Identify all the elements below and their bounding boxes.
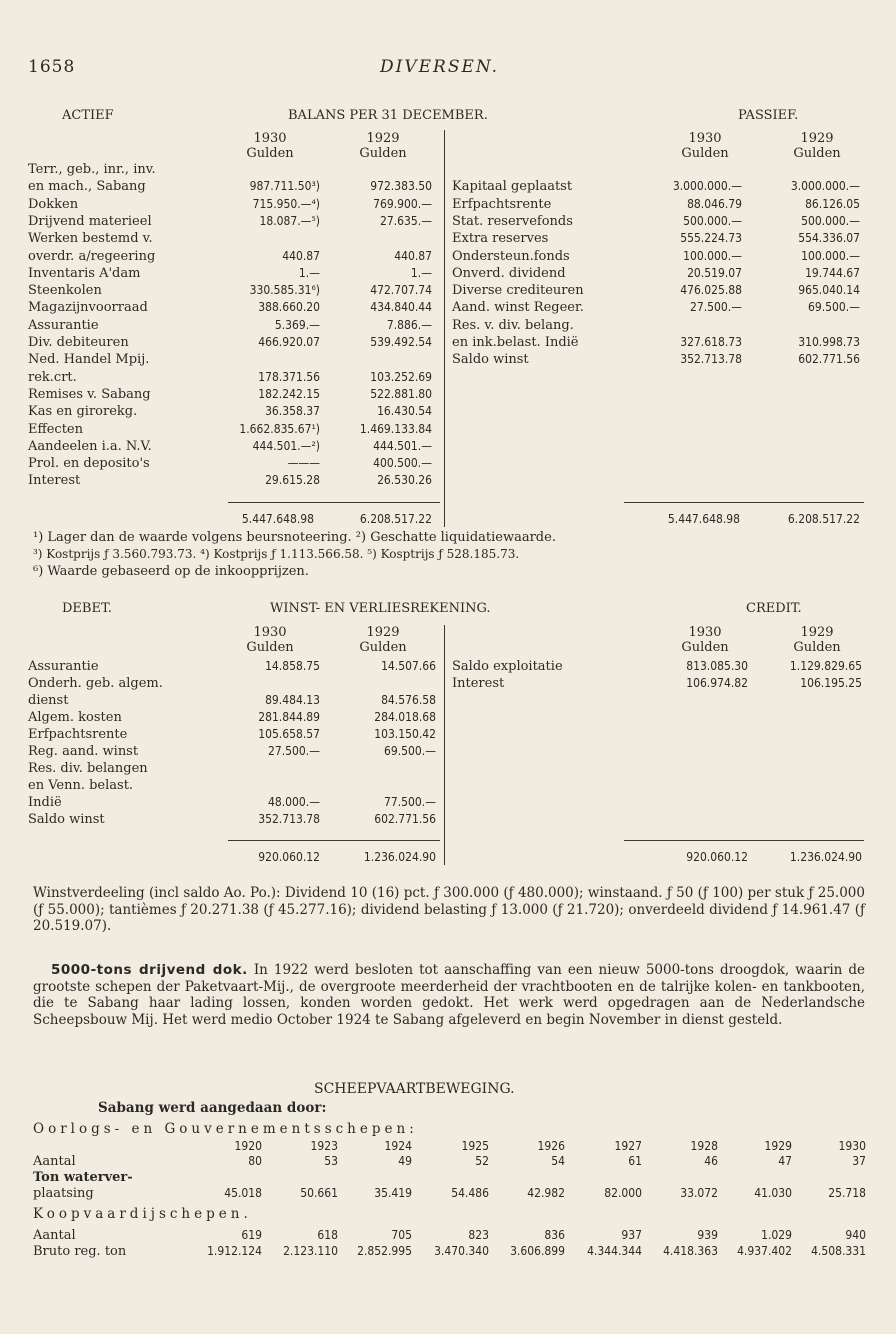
actief-row-value-1929: 27.635.— (380, 213, 432, 228)
debet-row-value-1930: 281.844.89 (258, 710, 320, 724)
actief-row-label: Remises v. Sabang (28, 386, 151, 402)
passief-row-value-1930: 20.519.07 (687, 265, 742, 280)
passief-row-value-1929: 100.000.— (801, 248, 860, 263)
debet-row-label: Indië (28, 795, 62, 810)
shipping-intro: Sabang werd aangedaan door: (98, 1100, 327, 1116)
actief-row-label: Kas en girorekg. (28, 404, 138, 420)
actief-row-value-1930: 29.615.28 (265, 473, 320, 488)
shipping-ton-label-line2: plaatsing (33, 1186, 94, 1201)
passief-row-value-1930: 352.713.78 (680, 352, 742, 367)
actief-row-label: rek.crt. (28, 369, 77, 385)
shipping-bruto-merchant-cell: 3.470.340 (434, 1244, 489, 1258)
actief-row-value-1929: 400.500.— (373, 456, 432, 471)
passief-row-value-1929: 3.000.000.— (790, 179, 860, 194)
shipping-ton-government-cell: 33.072 (680, 1186, 718, 1200)
balance-actief-unit-1930: Gulden (246, 146, 294, 161)
debet-row-label: Reg. aand. winst (28, 744, 139, 759)
page-number: 1658 (28, 57, 76, 77)
passief-row-value-1930: 27.500.— (690, 300, 742, 315)
passief-row-label: Diverse crediteuren (452, 283, 584, 299)
shipping-aantal-government-cell: 46 (704, 1154, 718, 1168)
shipping-group-government: Oorlogs- en Gouvernementsschepen: (33, 1121, 418, 1137)
actief-row-value-1930: 1.662.835.67¹) (239, 421, 320, 436)
debet-row-label: Algem. kosten (28, 710, 122, 725)
passief-row-label: Extra reserves (452, 231, 549, 247)
passief-row-value-1930: 88.046.79 (687, 196, 742, 211)
shipping-aantal-label-merchant: Aantal (33, 1228, 76, 1243)
dok-heading: 5000-tons drijvend dok. (51, 962, 248, 978)
shipping-ton-government-cell: 25.718 (828, 1186, 866, 1200)
shipping-ton-government-cell: 82.000 (604, 1186, 642, 1200)
credit-row-value-1929: 1.129.829.65 (789, 659, 862, 673)
balance-passief-year-1930: 1930 (688, 131, 722, 146)
shipping-aantal-government-cell: 61 (628, 1154, 642, 1168)
passief-row-value-1930: 555.224.73 (680, 231, 742, 246)
passief-row-label: en ink.belast. Indië (452, 335, 579, 350)
pl-credit-total-1930: 920.060.12 (686, 850, 748, 864)
winstverdeeling-paragraph: Winstverdeeling (incl saldo Ao. Po.): Dividend 10 (16) pct. ƒ 300.000 (ƒ 480.000); winstaand. ƒ 50 (ƒ 100) per stuk ƒ 25.000 (ƒ 55.000); tantièmes ƒ 20.271.38 (ƒ 45.277.16); dividend belasting ƒ 13.000 (ƒ 21.720); onverdeeld dividend ƒ 14.961.47 (ƒ 20.519.07). (33, 885, 865, 934)
balance-actief-heading: ACTIEF (62, 108, 114, 123)
balance-passief-total-1930: 5.447.648.98 (667, 512, 740, 526)
actief-row-value-1930: 178.371.56 (258, 369, 320, 384)
debet-row-value-1929: 14.507.66 (381, 659, 436, 673)
balance-passief-unit-1929: Gulden (793, 146, 841, 161)
passief-row-label: Aand. winst Regeer. (452, 300, 584, 316)
debet-row-value-1930: 27.500.— (268, 744, 320, 758)
shipping-aantal-government-cell: 80 (248, 1154, 262, 1168)
passief-row-label: Erfpachtsrente (452, 196, 552, 212)
passief-row-label: Stat. reservefonds (452, 213, 573, 229)
shipping-bruto-merchant-cell: 4.344.344 (587, 1244, 642, 1258)
shipping-ton-government-cell: 45.018 (224, 1186, 262, 1200)
actief-row-value-1930: 388.660.20 (258, 300, 320, 315)
passief-row-value-1929: 19.744.67 (805, 265, 860, 280)
pl-credit-heading: CREDIT. (746, 601, 802, 616)
actief-row-value-1930: 5.369.— (274, 317, 320, 332)
actief-row-label: Aandeelen i.a. N.V. (28, 438, 152, 454)
credit-row-label: Interest (452, 676, 505, 691)
debet-row-value-1929: 84.576.58 (381, 693, 436, 707)
balance-footnote-3-5: ³) Kostprijs ƒ 3.560.793.73. ⁴) Kostprijs ƒ 1.113.566.58. ⁵) Kosptrijs ƒ 528.185.73. (33, 547, 520, 561)
pl-debet-unit-1930: Gulden (246, 640, 294, 655)
shipping-bruto-merchant-cell: 4.508.331 (811, 1244, 866, 1258)
debet-row-value-1929: 69.500.— (384, 744, 436, 758)
running-title: DIVERSEN. (380, 57, 500, 77)
debet-row-label: Erfpachtsrente (28, 727, 128, 742)
shipping-bruto-label: Bruto reg. ton (33, 1244, 127, 1259)
shipping-aantal-merchant-cell: 705 (391, 1228, 412, 1242)
pl-debet-heading: DEBET. (62, 601, 112, 616)
actief-row-value-1930: ——— (287, 456, 320, 471)
credit-row-value-1930: 106.974.82 (686, 676, 748, 690)
debet-row-label: dienst (28, 693, 69, 708)
pl-debet-year-1930: 1930 (253, 625, 287, 640)
actief-row-label: Inventaris A'dam (28, 265, 141, 281)
shipping-bruto-merchant-cell: 2.852.995 (357, 1244, 412, 1258)
balance-actief-unit-1929: Gulden (359, 146, 407, 161)
actief-row-value-1930: 182.242.15 (258, 386, 320, 401)
shipping-bruto-merchant-cell: 2.123.110 (283, 1244, 338, 1258)
passief-row-label: Ondersteun.fonds (452, 248, 570, 264)
debet-row-value-1929: 284.018.68 (374, 710, 436, 724)
credit-row-value-1930: 813.085.30 (686, 659, 748, 673)
passief-row-label: Onverd. dividend (452, 265, 566, 281)
shipping-ton-government-cell: 41.030 (754, 1186, 792, 1200)
shipping-aantal-merchant-cell: 619 (241, 1228, 262, 1242)
debet-row-label: en Venn. belast. (28, 778, 134, 793)
shipping-aantal-government-cell: 49 (398, 1154, 412, 1168)
pl-debet-total-1930: 920.060.12 (258, 850, 320, 864)
shipping-bruto-merchant-cell: 3.606.899 (510, 1244, 565, 1258)
shipping-ton-government-cell: 35.419 (374, 1186, 412, 1200)
actief-row-value-1930: 440.87 (282, 248, 320, 263)
balance-passief-total-rule (624, 502, 864, 503)
debet-row-value-1929: 103.150.42 (374, 727, 436, 741)
passief-row-label: Kapitaal geplaatst (452, 179, 573, 195)
shipping-aantal-government-cell: 54 (551, 1154, 565, 1168)
passief-row-value-1929: 554.336.07 (798, 231, 860, 246)
actief-row-value-1930: 1.— (298, 265, 320, 280)
shipping-year-cell: 1925 (461, 1139, 489, 1153)
actief-row-value-1930: 18.087.—⁵) (259, 213, 320, 228)
shipping-aantal-government-cell: 53 (324, 1154, 338, 1168)
pl-title: WINST- EN VERLIESREKENING. (270, 601, 491, 616)
passief-row-label: Saldo winst (452, 352, 529, 368)
actief-row-value-1929: 972.383.50 (370, 179, 432, 194)
passief-row-value-1929: 310.998.73 (798, 335, 860, 349)
shipping-ton-government-cell: 50.661 (300, 1186, 338, 1200)
balance-actief-year-1930: 1930 (253, 131, 287, 146)
passief-row-value-1930: 500.000.— (683, 213, 742, 228)
shipping-bruto-merchant-cell: 4.418.363 (663, 1244, 718, 1258)
pl-debet-total-1929: 1.236.024.90 (363, 850, 436, 864)
debet-row-value-1930: 48.000.— (268, 795, 320, 809)
pl-debet-unit-1929: Gulden (359, 640, 407, 655)
shipping-ton-government-cell: 42.982 (527, 1186, 565, 1200)
passief-row-value-1929: 69.500.— (808, 300, 860, 315)
pl-credit-unit-1930: Gulden (681, 640, 729, 655)
shipping-year-cell: 1923 (310, 1139, 338, 1153)
actief-row-label: Magazijnvoorraad (28, 300, 148, 316)
balance-actief-total-1930: 5.447.648.98 (241, 512, 314, 526)
actief-row-value-1929: 103.252.69 (370, 369, 432, 384)
passief-row-value-1930: 3.000.000.— (672, 179, 742, 194)
shipping-ton-label-line1: Ton waterver- (33, 1170, 133, 1185)
shipping-aantal-government-cell: 47 (778, 1154, 792, 1168)
pl-credit-total-rule (624, 840, 864, 841)
passief-row-value-1929: 602.771.56 (798, 352, 860, 367)
actief-row-label: en mach., Sabang (28, 179, 146, 195)
shipping-year-cell: 1926 (537, 1139, 565, 1153)
debet-row-label: Res. div. belangen (28, 761, 148, 776)
shipping-group-merchant: Koopvaardijschepen. (33, 1206, 252, 1222)
shipping-year-cell: 1930 (838, 1139, 866, 1153)
actief-row-value-1929: 539.492.54 (370, 335, 432, 349)
actief-row-value-1930: 715.950.—⁴) (252, 196, 320, 211)
actief-row-value-1929: 472.707.74 (370, 283, 432, 298)
balance-passief-year-1929: 1929 (800, 131, 834, 146)
actief-row-label: Assurantie (28, 317, 99, 333)
debet-row-label: Saldo winst (28, 812, 105, 827)
pl-debet-year-1929: 1929 (366, 625, 400, 640)
shipping-year-cell: 1928 (690, 1139, 718, 1153)
balance-passief-unit-1930: Gulden (681, 146, 729, 161)
actief-row-label: Prol. en deposito's (28, 456, 150, 472)
shipping-aantal-merchant-cell: 940 (845, 1228, 866, 1242)
debet-row-label: Assurantie (28, 659, 99, 674)
actief-row-value-1930: 987.711.50³) (249, 179, 320, 194)
actief-row-value-1929: 7.886.— (386, 317, 432, 332)
actief-row-value-1929: 16.430.54 (377, 404, 432, 419)
balance-passief-heading: PASSIEF. (738, 108, 799, 123)
shipping-year-cell: 1924 (384, 1139, 412, 1153)
passief-row-value-1929: 86.126.05 (805, 196, 860, 211)
actief-row-label: overdr. a/regeering (28, 248, 156, 264)
shipping-year-cell: 1927 (614, 1139, 642, 1153)
shipping-aantal-government-cell: 37 (852, 1154, 866, 1168)
actief-row-value-1930: 36.358.37 (265, 404, 320, 419)
actief-row-label: Effecten (28, 421, 83, 437)
credit-row-label: Saldo exploitatie (452, 659, 563, 674)
balance-title: BALANS PER 31 DECEMBER. (288, 108, 488, 123)
pl-debet-total-rule (228, 840, 440, 841)
actief-row-value-1929: 444.501.— (373, 438, 432, 453)
actief-row-value-1930: 444.501.—²) (252, 438, 320, 453)
debet-row-value-1930: 105.658.57 (258, 727, 320, 741)
balance-footnote-6: ⁶) Waarde gebaseerd op de inkoopprijzen. (33, 564, 309, 579)
actief-row-label: Terr., geb., inr., inv. (28, 162, 156, 177)
debet-row-value-1930: 89.484.13 (265, 693, 320, 707)
actief-row-label: Dokken (28, 196, 79, 212)
dok-text: In 1922 werd besloten tot aanschaffing van een nieuw 5000-tons droogdok, waarin de grootste schepen der Paketvaart-Mij., de overgroote meerderheid der vrachtbooten en de talrijke kolen- en tankbooten, die te Sabang haar lading lossen, konden worden gedokt. Het werk werd opgedragen aan de Nederlandsche Scheepsbouw Mij. Het werd medio October 1924 te Sabang afgeleverd en begin November in dienst gesteld. (33, 962, 866, 1028)
actief-row-value-1929: 1.— (410, 265, 432, 280)
passief-row-value-1929: 500.000.— (801, 213, 860, 228)
passief-row-label: Res. v. div. belang. (452, 317, 574, 333)
actief-row-label: Werken bestemd v. (28, 231, 153, 247)
pl-column-divider (444, 625, 445, 865)
shipping-aantal-label-government: Aantal (33, 1154, 76, 1169)
actief-row-label: Div. debiteuren (28, 335, 129, 350)
balance-passief-total-1929: 6.208.517.22 (787, 512, 860, 526)
balance-actief-total-rule (228, 502, 440, 503)
shipping-bruto-merchant-cell: 4.937.402 (737, 1244, 792, 1258)
actief-row-value-1930: 330.585.31⁶) (249, 283, 320, 298)
debet-row-label: Onderh. geb. algem. (28, 676, 163, 691)
passief-row-value-1930: 100.000.— (683, 248, 742, 263)
shipping-aantal-merchant-cell: 836 (544, 1228, 565, 1242)
shipping-year-cell: 1929 (764, 1139, 792, 1153)
shipping-ton-government-cell: 54.486 (451, 1186, 489, 1200)
shipping-aantal-government-cell: 52 (475, 1154, 489, 1168)
shipping-aantal-merchant-cell: 939 (697, 1228, 718, 1242)
balance-footnote-1-2: ¹) Lager dan de waarde volgens beursnoteering. ²) Geschatte liquidatiewaarde. (33, 530, 556, 545)
debet-row-value-1929: 77.500.— (384, 795, 436, 809)
actief-row-label: Steenkolen (28, 283, 102, 299)
actief-row-value-1929: 26.530.26 (377, 473, 432, 488)
credit-row-value-1929: 106.195.25 (800, 676, 862, 690)
actief-row-value-1930: 466.920.07 (258, 335, 320, 349)
dok-paragraph (33, 962, 865, 1028)
shipping-title: SCHEEPVAARTBEWEGING. (314, 1081, 515, 1097)
passief-row-value-1929: 965.040.14 (798, 283, 860, 298)
balance-actief-total-1929: 6.208.517.22 (359, 512, 432, 526)
pl-credit-unit-1929: Gulden (793, 640, 841, 655)
pl-credit-year-1929: 1929 (800, 625, 834, 640)
debet-row-value-1930: 352.713.78 (258, 812, 320, 826)
debet-row-value-1929: 602.771.56 (374, 812, 436, 826)
actief-row-value-1929: 522.881.80 (370, 386, 432, 401)
pl-credit-year-1930: 1930 (688, 625, 722, 640)
balance-actief-year-1929: 1929 (366, 131, 400, 146)
debet-row-value-1930: 14.858.75 (265, 659, 320, 673)
actief-row-value-1929: 1.469.133.84 (359, 421, 432, 436)
actief-row-label: Ned. Handel Mpij. (28, 352, 150, 368)
balance-column-divider (444, 130, 445, 527)
pl-credit-total-1929: 1.236.024.90 (789, 850, 862, 864)
shipping-aantal-merchant-cell: 823 (468, 1228, 489, 1242)
shipping-year-cell: 1920 (234, 1139, 262, 1153)
shipping-aantal-merchant-cell: 618 (317, 1228, 338, 1242)
actief-row-value-1929: 769.900.— (373, 196, 432, 211)
actief-row-value-1929: 434.840.44 (370, 300, 432, 315)
passief-row-value-1930: 476.025.88 (680, 283, 742, 298)
actief-row-label: Drijvend materieel (28, 213, 152, 229)
shipping-aantal-merchant-cell: 937 (621, 1228, 642, 1242)
shipping-aantal-merchant-cell: 1.029 (761, 1228, 792, 1242)
shipping-bruto-merchant-cell: 1.912.124 (207, 1244, 262, 1258)
passief-row-value-1930: 327.618.73 (680, 335, 742, 349)
actief-row-label: Interest (28, 473, 81, 489)
actief-row-value-1929: 440.87 (394, 248, 432, 263)
